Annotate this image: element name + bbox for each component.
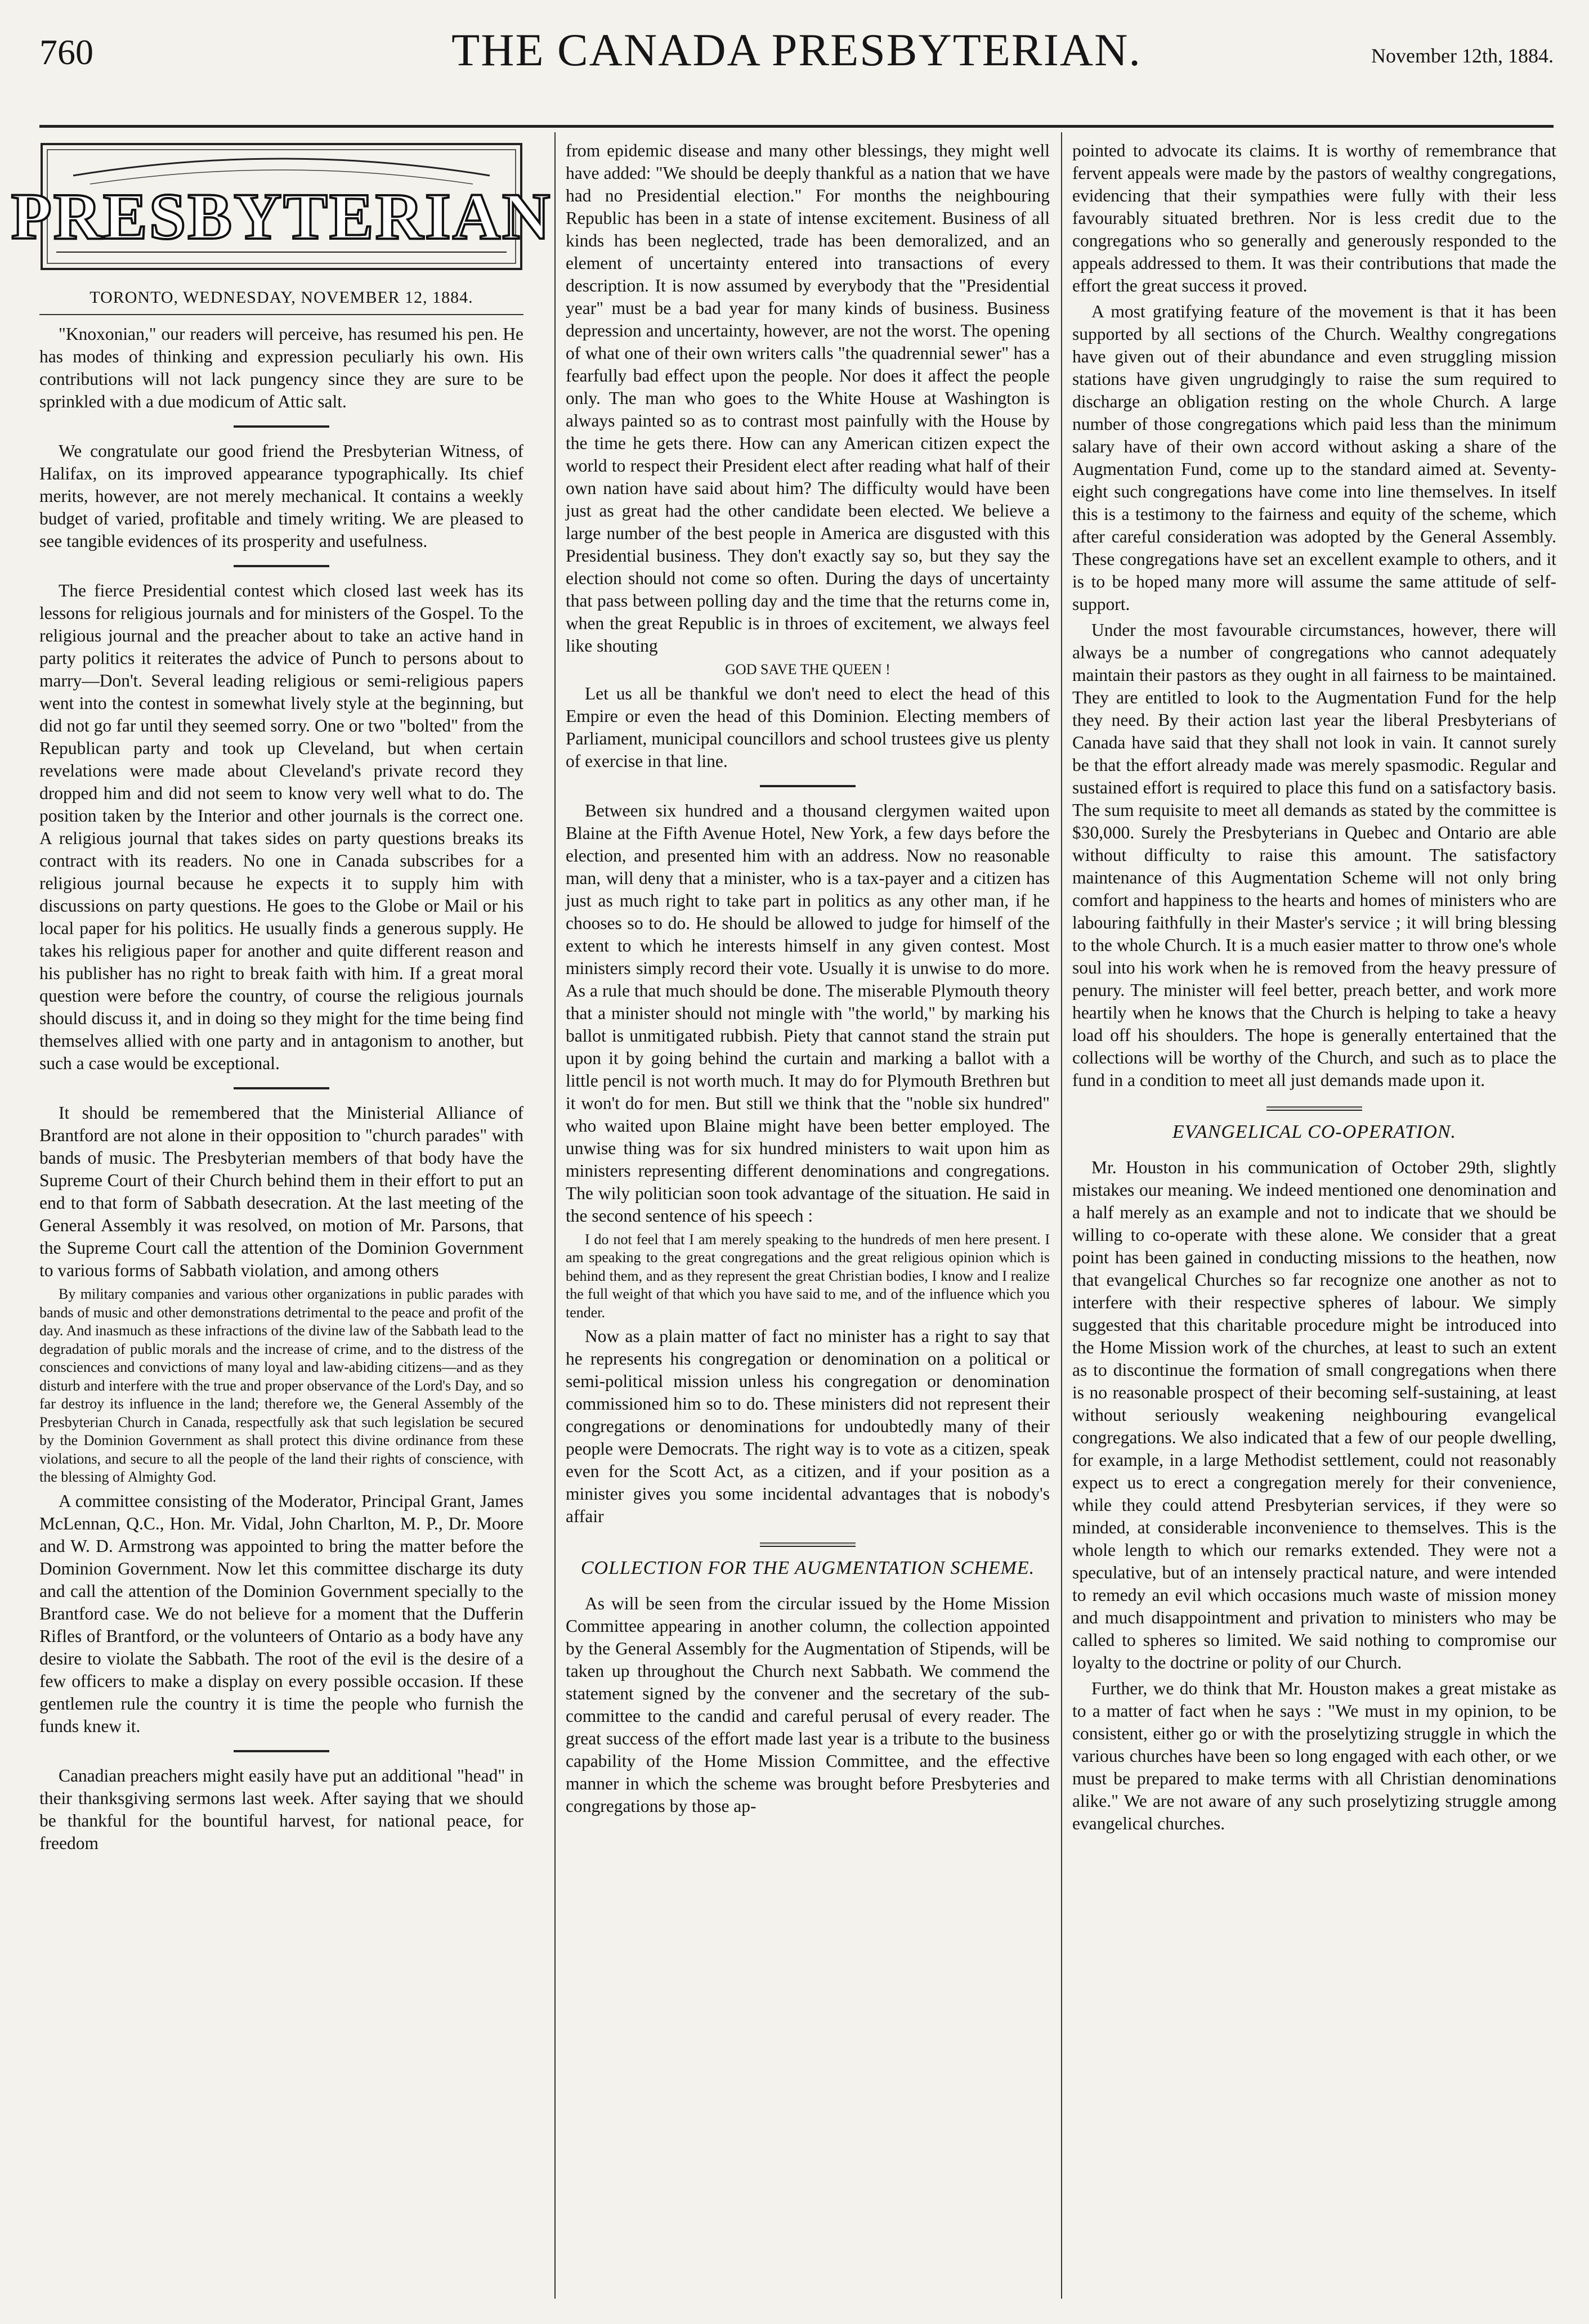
column-3: [1072, 140, 1556, 2300]
paragraph: Mr. Houston in his communication of October 29th, slightly mistakes our meaning. We indeed mentioned one denomination and a half merely as an example and not to indicate that we should be willing to co-operate with these alone. We consider that a great point has been gained in conducting missions to the heathen, now that evangelical Churches so far recognize one another as not to interfere with their respective spheres of labour. We simply suggested that this charitable procedure might be introduced into the Home Mission work of the churches, at least to such an extent as to discontinue the formation of small congregations when there is no reasonable prospect of their becoming self-sustaining, at least without seriously weakening neighbouring evangelical congregations. We also indicated that a few of our people dwelling, for example, in a large Methodist settlement, could not reasonably expect us to erect a congregation merely for their convenience, while they could attend Presbyterian services, if they were so minded, at considerable inconvenience to themselves. This is the whole length to which our remarks extended. They were not a speculative, but of an intensely practical nature, and were intended to remedy an evil which occasions much waste of mission money and much disappointment and privation to ministers who may be called to spheres so limited. We said nothing to compromise our loyalty to the doctrine or polity of our Church.: [1072, 1157, 1556, 1672]
section-rule: [1266, 1106, 1362, 1111]
paragraph: Between six hundred and a thousand clergymen waited upon Blaine at the Fifth Avenue Hotel, New York, a few days before the election, and presented him with an address. Now no reasonable man, will deny that a minister, who is a tax-payer and a citizen has just as much right to take part in politics as any other man, if he chooses so to do. He should be allowed to judge for himself of the extent to which he interests himself in any given contest. Most ministers simply record their vote. Usually it is unwise to do more. As a rule that much should be done. The miserable Plymouth theory that a minister should not mingle with "the world," by marking his ballot is unmitigated rubbish. Piety that cannot stand the strain put upon it by going behind the curtain and marking a ballot with a little pencil is not worth much. It may do for Plymouth Brethren but it won't do for men. But still we think that the "noble six hundred" who waited upon Blaine might have been better employed. The unwise thing was for six hundred ministers to wait upon him as ministers representing different denominations and congregations. The wily politician soon took advantage of the situation. He said in the second sentence of his speech :: [566, 800, 1050, 1226]
paragraph: pointed to advocate its claims. It is worthy of remembrance that fervent appeals were made by the pastors of wealthy congregations, evidencing that their sympathies were fully with their less favourably situated brethren. Nor is less credit due to the congregations who so generally and generously responded to the appeals addressed to them. It was their contributions that made the effort the great success it proved.: [1072, 141, 1556, 295]
column-rule-2: [1061, 132, 1062, 2299]
paragraph: Let us all be thankful we don't need to elect the head of this Empire or even the head of this Dominion. Electing members of Parliament, municipal councillors and school trustees give us plenty of exercise in that line.: [566, 683, 1050, 771]
paragraph: Under the most favourable circumstances, however, there will always be a number of congregations who cannot adequately maintain their pastors as they ought in all fairness to be maintained. They are entitled to look to the Augmentation Fund for the help they need. By their action last year the liberal Presbyterians of Canada have said that they shall not look in vain. It cannot surely be that the effort already made was merely spasmodic. Regular and sustained effort is required to place this fund on a satisfactory basis. The sum requisite to meet all demands as stated by the committee is $30,000. Surely the Presbyterians in Quebec and Ontario are able without difficulty to raise this amount. The satisfactory maintenance of this Augmentation Scheme will not only bring comfort and happiness to the hearts and homes of ministers who are labouring faithfully in their Master's service ; it will bring blessing to the whole Church. It is a much easier matter to throw one's whole soul into his work when he is removed from the heavy pressure of penury. The minister will feel better, preach better, and work more heartily when he knows that the Church is helping to take a heavy load off his shoulders. The hope is generally entertained that the collections will be worthy of the Church, and such as to place the fund in a condition to meet all just demands made upon it.: [1072, 620, 1556, 1090]
header-rule: [39, 125, 1554, 128]
issue-date: November 12th, 1884.: [1371, 44, 1554, 67]
newspaper-title: THE CANADA PRESBYTERIAN.: [451, 24, 1142, 75]
column-1: [11, 140, 552, 2300]
exclamation-line: GOD SAVE THE QUEEN !: [725, 661, 890, 678]
logo-text: PRESBYTERIAN: [11, 180, 552, 253]
paragraph: from epidemic disease and many other blessings, they might well have added: "We should be deeply thankful as a nation that we have had no Presidential election." For months the neighbouring Republic has been in a state of intense excitement. Business of all kinds has been neglected, trade has been demoralized, and an element of uncertainty entered into transactions of every description. It is now assumed by everybody that the "Presidential year" must be a bad year for many kinds of business. Business depression and uncertainty, however, are not the worst. The opening of what one of their own writers calls "the quadrennial sewer" has a fearfully bad effect upon the people. Nor does it affect the people only. The man who goes to the White House at Washington is always painted so as to contrast most painfully with the House by the time he gets there. How can any American citizen expect the world to respect their President elect after reading what half of their own nation have said about him? The difficulty would have been just as great had the other candidate been elected. We believe a large number of the best people in America are disgusted with this Presidential business. They don't exactly say so, but they say the election should not come so often. During the days of uncertainty that pass between polling day and the time that the returns come in, when the great Republic is in throes of excitement, we always feel like shouting: [566, 141, 1050, 656]
paragraph: A most gratifying feature of the movement is that it has been supported by all sections of the Church. Wealthy congregations have given out of their abundance and even struggling mission stations have given ungrudgingly to raise the sum required to discharge an obligation resting on the whole Church. A large number of those congregations which paid less than the minimum salary have of their own accord without asking a share of the Augmentation Fund, come up to the standard aimed at. Seventy-eight such congregations have come into line themselves. In itself this is a testimony to the fairness and equity of the scheme, which after careful consideration was adopted by the General Assembly. These congregations have set an excellent example to others, and it is to be hoped many more will assume the same attitude of self-support.: [1072, 302, 1556, 614]
page-number: 760: [39, 32, 93, 72]
section-rule: [760, 1542, 856, 1547]
paragraph: As will be seen from the circular issued by the Home Mission Committee appearing in another column, the collection appointed by the General Assembly for the Augmentation of Stipends, will be taken up throughout the Church next Sabbath. We commend the statement signed by the convener and the secretary of the sub-committee to the candid and careful perusal of every reader. The great success of the effort made last year is a tribute to the business capability of the Home Mission Committee, and the effective manner in which the scheme was brought before Presbyteries and congregations by those ap-: [566, 1593, 1050, 1816]
dateline: TORONTO, WEDNESDAY, NOVEMBER 12, 1884.: [39, 287, 523, 315]
section-rule: [234, 1087, 329, 1089]
column-2: [566, 140, 1050, 2300]
article-heading: COLLECTION FOR THE AUGMENTATION SCHEME.: [580, 1558, 1035, 1578]
paragraph: We congratulate our good friend the Presbyterian Witness, of Halifax, on its improved appearance typographically. Its chief merits, however, are not merely mechanical. It contains a weekly budget of varied, profitable and timely writing. We are pleased to see tangible evidences of its prosperity and usefulness.: [39, 441, 523, 551]
blaine-quote: I do not feel that I am merely speaking to the hundreds of men here present. I am speaking to the great congregations and the great religious opinion which is behind them, and as they represent the great Christian bodies, I know and I realize the full weight of that which you have said to me, and of the influence which you tender.: [566, 1231, 1050, 1321]
presbyterian-logo: [11, 142, 552, 271]
page-header: [39, 17, 1554, 82]
paragraph: Canadian preachers might easily have put an additional "head" in their thanksgiving sermons last week. After saying that we should be thankful for the bountiful harvest, for national peace, for freedom: [39, 1765, 523, 1853]
section-rule: [760, 785, 856, 787]
section-rule: [234, 565, 329, 567]
paragraph: Now as a plain matter of fact no minister has a right to say that he represents his congregation or denomination on a political or semi-political mission unless his congregation or denomination commissioned him so to do. These ministers did not represent their congregations or denominations for undoubtedly many of their people were Democrats. The right way is to vote as a citizen, speak even for the Scott Act, as a citizen, and if your position as a minister gives you some incidental advantages that is nobody's affair: [566, 1326, 1050, 1526]
column-rule-1: [554, 132, 556, 2299]
paragraph: Further, we do think that Mr. Houston makes a great mistake as to a matter of fact when he says : "We must in my opinion, to be consistent, either go or with the proselytizing struggle in which the various churches have been so long engaged with each other, or we must be prepared to make terms with all Christian denominations alike." We are not aware of any such proselytizing struggle among evangelical churches.: [1072, 1678, 1556, 1833]
paragraph: A committee consisting of the Moderator, Principal Grant, James McLennan, Q.C., Hon. Mr. Vidal, John Charlton, M. P., Dr. Moore and W. D. Armstrong was appointed to bring the matter before the Dominion Government. Now let this committee discharge its duty and call the attention of the Dominion Government specially to the Brantford case. We do not believe for a moment that the Dufferin Rifles of Brantford, or the volunteers of Ontario as a body have any desire to violate the Sabbath. The root of the evil is the desire of a few officers to make a display on every possible occasion. If these gentlemen rule the country it is time the people who furnish the funds knew it.: [39, 1491, 523, 1736]
paragraph: It should be remembered that the Ministerial Alliance of Brantford are not alone in their opposition to "church parades" with bands of music. The Presbyterian members of that body have the Supreme Court of their Church behind them in their effort to put an end to that form of Sabbath desecration. At the last meeting of the General Assembly it was resolved, on motion of Mr. Parsons, that the Supreme Court call the attention of the Dominion Government to various forms of Sabbath violation, and among others: [39, 1103, 523, 1281]
paragraph: "Knoxonian," our readers will perceive, has resumed his pen. He has modes of thinking and expression peculiarly his own. His contributions will not lack pungency since they are sure to be sprinkled with a due modicum of Attic salt.: [39, 324, 523, 412]
paragraph: The fierce Presidential contest which closed last week has its lessons for religious journals and for ministers of the Gospel. To the religious journal and the preacher about to take an active hand in party politics it reiterates the advice of Punch to persons about to marry—Don't. Several leading religious or semi-religious papers went into the contest in somewhat lively style at the beginning, but did not go far until they seemed sorry. One or two "bolted" from the Republican party and took up Cleveland, but when certain revelations were made about Cleveland's private record they dropped him and did not seem to know very well what to do. The position taken by the Interior and other journals is the correct one. A religious journal that takes sides on party questions breaks its contract with its readers. No one in Canada subscribes for a religious journal because he expects it to supply him with discussions on party questions. He goes to the Globe or Mail or his local paper for his politics. He usually finds a generous supply. He takes his religious paper for another and quite different reason and his publisher has no right to break faith with him. If a great moral question were before the country, of course the religious journals should discuss it, and in doing so they might for the time being find themselves allied with one party and in antagonism to another, but such a case would be exceptional.: [39, 581, 523, 1074]
section-rule: [234, 1750, 329, 1752]
quoted-resolution: By military companies and various other organizations in public parades with bands of music and other demonstrations detrimental to the peace and profit of the day. And inasmuch as these infractions of the divine law of the Sabbath lead to the degradation of public morals and the increase of crime, and to the distress of the consciences and convictions of many loyal and law-abiding citizens—and as they disturb and interfere with the true and proper observance of the Lord's Day, and so far destroy its influence in the land; therefore we, the General Assembly of the Presbyterian Church in Canada, respectfully ask that such legislation be secured by the Dominion Government as shall protect this divine ordinance from these violations, and secure to all the people of the land their rights of conscience, with the blessing of Almighty God.: [39, 1286, 523, 1486]
article-heading: EVANGELICAL CO-OPERATION.: [1172, 1121, 1457, 1142]
section-rule: [234, 425, 329, 428]
